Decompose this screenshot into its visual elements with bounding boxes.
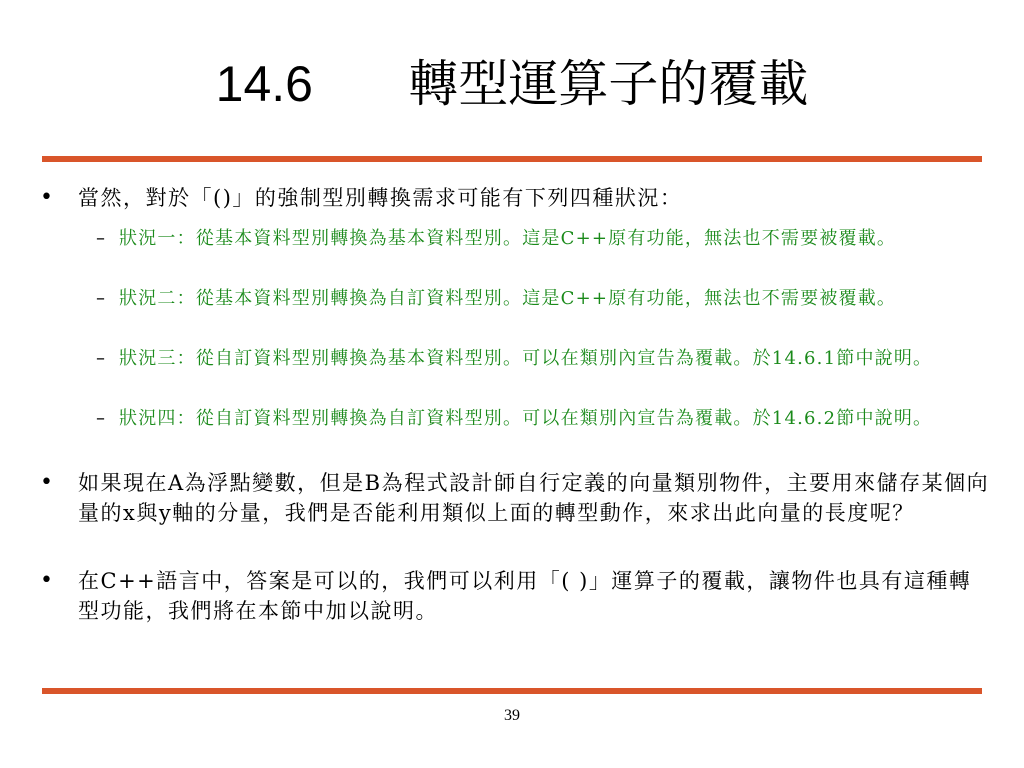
sub-bullet-marker: – [96,228,105,249]
sub-bullet-marker: – [96,348,105,369]
title-number: 14.6 [215,56,313,112]
bottom-divider [42,688,982,694]
sub-bullet-text: 狀況一：從基本資料型別轉換為基本資料型別。這是C++原有功能，無法也不需要被覆載。 [119,228,897,249]
bullet-text: 如果現在A為浮點變數，但是B為程式設計師自行定義的向量類別物件，主要用來儲存某個向量的x與y軸的分量，我們是否能利用類似上面的轉型動作，來求出此向量的長度呢？ [78,471,990,525]
sub-bullet-text: 狀況四：從自訂資料型別轉換為自訂資料型別。可以在類別內宣告為覆載。於14.6.2節中說明。 [119,408,933,429]
page-number: 39 [504,707,520,724]
slide-title [0,52,1024,116]
bullet-text: 在C++語言中，答案是可以的，我們可以利用「( )」運算子的覆載，讓物件也具有這種轉型功能，我們將在本節中加以說明。 [78,569,972,623]
title-text: 轉型運算子的覆載 [408,55,809,113]
bullet-marker: • [40,185,53,210]
sub-bullet-marker: – [96,408,105,429]
bullet-marker: • [40,470,53,495]
top-divider [42,156,982,162]
sub-bullet-text: 狀況三：從自訂資料型別轉換為基本資料型別。可以在類別內宣告為覆載。於14.6.1節中說明。 [119,348,933,369]
sub-bullet-text: 狀況二：從基本資料型別轉換為自訂資料型別。這是C++原有功能，無法也不需要被覆載。 [119,288,897,309]
bullet-marker: • [40,568,53,593]
bullet-text: 當然，對於「()」的強制型別轉換需求可能有下列四種狀況： [78,186,683,210]
sub-bullet-marker: – [96,288,105,309]
